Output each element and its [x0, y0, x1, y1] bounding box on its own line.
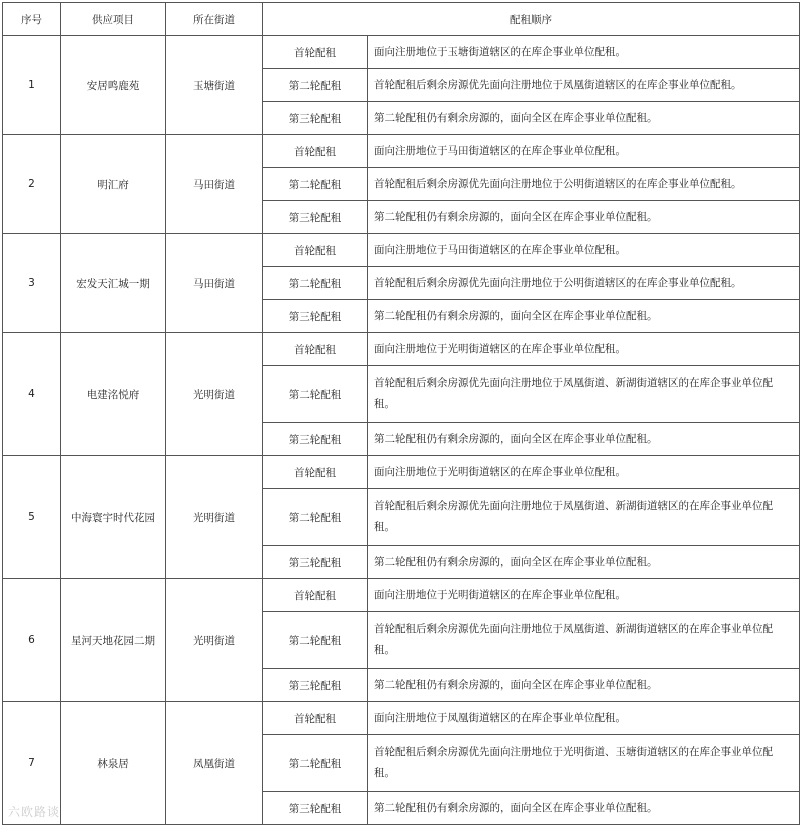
round-label-cell: 第二轮配租: [263, 69, 368, 102]
table-row: [3, 333, 800, 366]
street-cell: 凤凰街道: [166, 702, 263, 825]
street-cell: 光明街道: [166, 456, 263, 579]
allocation-table: [2, 2, 800, 825]
round-text-cell: 第二轮配租仍有剩余房源的，面向全区在库企事业单位配租。: [368, 102, 800, 135]
project-cell: 安居鸣鹿苑: [61, 36, 166, 135]
street-cell: 光明街道: [166, 333, 263, 456]
round-text-cell: 面向注册地位于光明街道辖区的在库企事业单位配租。: [368, 333, 800, 366]
round-text-cell: 第二轮配租仍有剩余房源的，面向全区在库企事业单位配租。: [368, 546, 800, 579]
round-text-cell: 第二轮配租仍有剩余房源的，面向全区在库企事业单位配租。: [368, 423, 800, 456]
project-cell: 宏发天汇城一期: [61, 234, 166, 333]
header-row: [3, 3, 800, 36]
table-row: [3, 234, 800, 267]
header-project: 供应项目: [61, 3, 166, 36]
watermark: 六欧路谈: [8, 805, 61, 819]
round-text-cell: 面向注册地位于光明街道辖区的在库企事业单位配租。: [368, 456, 800, 489]
round-label-cell: 第三轮配租: [263, 669, 368, 702]
round-text-cell: 第二轮配租仍有剩余房源的，面向全区在库企事业单位配租。: [368, 792, 800, 825]
round-text-cell: 首轮配租后剩余房源优先面向注册地位于光明街道、玉塘街道辖区的在库企事业单位配租。: [368, 735, 800, 792]
street-cell: 光明街道: [166, 579, 263, 702]
round-text-cell: 首轮配租后剩余房源优先面向注册地位于凤凰街道、新湖街道辖区的在库企事业单位配租。: [368, 489, 800, 546]
round-label-cell: 首轮配租: [263, 702, 368, 735]
round-label-cell: 第三轮配租: [263, 423, 368, 456]
project-cell: 明汇府: [61, 135, 166, 234]
seq-cell: 5: [3, 456, 61, 579]
header-order: 配租顺序: [263, 3, 800, 36]
round-text-cell: 首轮配租后剩余房源优先面向注册地位于公明街道辖区的在库企事业单位配租。: [368, 168, 800, 201]
round-label-cell: 第二轮配租: [263, 267, 368, 300]
table-row: [3, 135, 800, 168]
round-label-cell: 第三轮配租: [263, 792, 368, 825]
round-label-cell: 第三轮配租: [263, 546, 368, 579]
round-text-cell: 第二轮配租仍有剩余房源的，面向全区在库企事业单位配租。: [368, 201, 800, 234]
round-label-cell: 首轮配租: [263, 333, 368, 366]
round-text-cell: 首轮配租后剩余房源优先面向注册地位于凤凰街道、新湖街道辖区的在库企事业单位配租。: [368, 612, 800, 669]
table-row: [3, 36, 800, 69]
project-cell: 电建洺悦府: [61, 333, 166, 456]
round-label-cell: 第二轮配租: [263, 168, 368, 201]
round-text-cell: 面向注册地位于马田街道辖区的在库企事业单位配租。: [368, 135, 800, 168]
round-label-cell: 第二轮配租: [263, 735, 368, 792]
round-label-cell: 第三轮配租: [263, 201, 368, 234]
round-text-cell: 面向注册地位于凤凰街道辖区的在库企事业单位配租。: [368, 702, 800, 735]
project-cell: 中海寰宇时代花园: [61, 456, 166, 579]
round-label-cell: 首轮配租: [263, 579, 368, 612]
seq-cell: 2: [3, 135, 61, 234]
round-label-cell: 第二轮配租: [263, 612, 368, 669]
seq-cell: 1: [3, 36, 61, 135]
project-cell: 林泉居: [61, 702, 166, 825]
round-text-cell: 第二轮配租仍有剩余房源的，面向全区在库企事业单位配租。: [368, 669, 800, 702]
table-row: [3, 702, 800, 735]
round-label-cell: 首轮配租: [263, 36, 368, 69]
header-street: 所在街道: [166, 3, 263, 36]
seq-cell: 3: [3, 234, 61, 333]
street-cell: 马田街道: [166, 135, 263, 234]
round-label-cell: 首轮配租: [263, 234, 368, 267]
seq-cell: 4: [3, 333, 61, 456]
round-label-cell: 首轮配租: [263, 135, 368, 168]
table-row: [3, 579, 800, 612]
round-label-cell: 第三轮配租: [263, 300, 368, 333]
round-text-cell: 面向注册地位于玉塘街道辖区的在库企事业单位配租。: [368, 36, 800, 69]
round-text-cell: 首轮配租后剩余房源优先面向注册地位于凤凰街道、新湖街道辖区的在库企事业单位配租。: [368, 366, 800, 423]
round-text-cell: 面向注册地位于马田街道辖区的在库企事业单位配租。: [368, 234, 800, 267]
street-cell: 马田街道: [166, 234, 263, 333]
seq-cell: 7: [3, 702, 61, 825]
round-label-cell: 第二轮配租: [263, 489, 368, 546]
round-text-cell: 第二轮配租仍有剩余房源的，面向全区在库企事业单位配租。: [368, 300, 800, 333]
round-text-cell: 首轮配租后剩余房源优先面向注册地位于公明街道辖区的在库企事业单位配租。: [368, 267, 800, 300]
round-label-cell: 第二轮配租: [263, 366, 368, 423]
round-label-cell: 首轮配租: [263, 456, 368, 489]
round-label-cell: 第三轮配租: [263, 102, 368, 135]
round-text-cell: 面向注册地位于光明街道辖区的在库企事业单位配租。: [368, 579, 800, 612]
header-seq: 序号: [3, 3, 61, 36]
project-cell: 星河天地花园二期: [61, 579, 166, 702]
street-cell: 玉塘街道: [166, 36, 263, 135]
round-text-cell: 首轮配租后剩余房源优先面向注册地位于凤凰街道辖区的在库企事业单位配租。: [368, 69, 800, 102]
seq-cell: 6: [3, 579, 61, 702]
table-row: [3, 456, 800, 489]
